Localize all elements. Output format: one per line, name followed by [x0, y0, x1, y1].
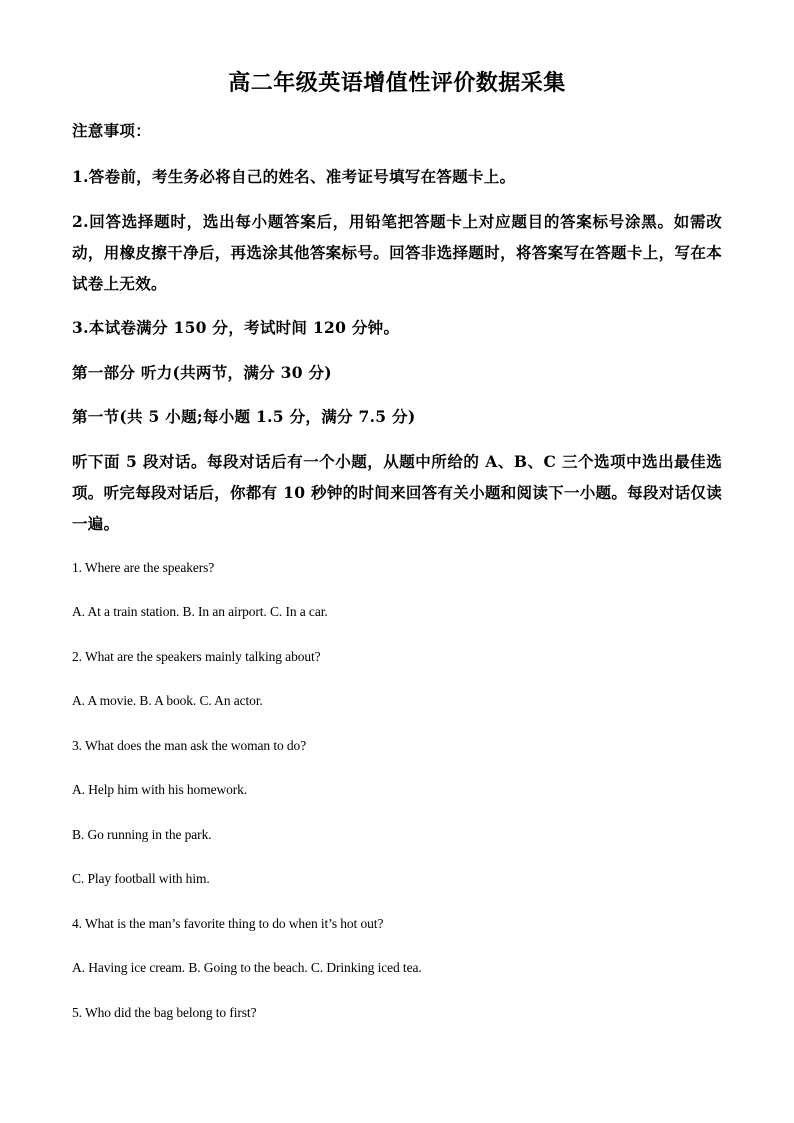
notice-item-2: 2.回答选择题时，选出每小题答案后，用铅笔把答题卡上对应题目的答案标号涂黑。如需改动，用橡皮擦干净后，再选涂其他答案标号。回答非选择题时，将答案写在答题卡上，写在本试卷上无效。	[72, 212, 722, 293]
part-heading: 第一部分 听力(共两节，满分 30 分)	[72, 363, 332, 382]
question-5-stem: 5. Who did the bag belong to first?	[72, 1005, 257, 1020]
section-heading: 第一节(共 5 小题;每小题 1.5 分，满分 7.5 分)	[72, 407, 416, 426]
question-2-stem: 2. What are the speakers mainly talking about?	[72, 649, 321, 664]
page-title: 高二年级英语增值性评价数据采集	[228, 70, 566, 96]
question-3-stem: 3. What does the man ask the woman to do?	[72, 738, 307, 753]
notice-heading: 注意事项：	[72, 121, 152, 140]
question-3-option-c: C. Play football with him.	[72, 871, 210, 886]
notice-item-1: 1.答卷前，考生务必将自己的姓名、准考证号填写在答题卡上。	[72, 167, 516, 186]
question-2-options: A. A movie. B. A book. C. An actor.	[72, 693, 263, 708]
question-3-option-b: B. Go running in the park.	[72, 827, 212, 842]
question-4-stem: 4. What is the man’s favorite thing to do when it’s hot out?	[72, 916, 384, 931]
listening-instructions: 听下面 5 段对话。每段对话后有一个小题，从题中所给的 A、B、C 三个选项中选出最佳选项。听完每段对话后，你都有 10 秒钟的时间来回答有关小题和阅读下一小题。每段对话仅读一遍。	[72, 452, 722, 533]
question-3-option-a: A. Help him with his homework.	[72, 782, 248, 797]
notice-item-3: 3.本试卷满分 150 分，考试时间 120 分钟。	[72, 318, 400, 337]
question-1-options: A. At a train station. B. In an airport. C. In a car.	[72, 604, 328, 619]
question-1-stem: 1. Where are the speakers?	[72, 560, 215, 575]
question-4-options: A. Having ice cream. B. Going to the beach. C. Drinking iced tea.	[72, 960, 422, 975]
